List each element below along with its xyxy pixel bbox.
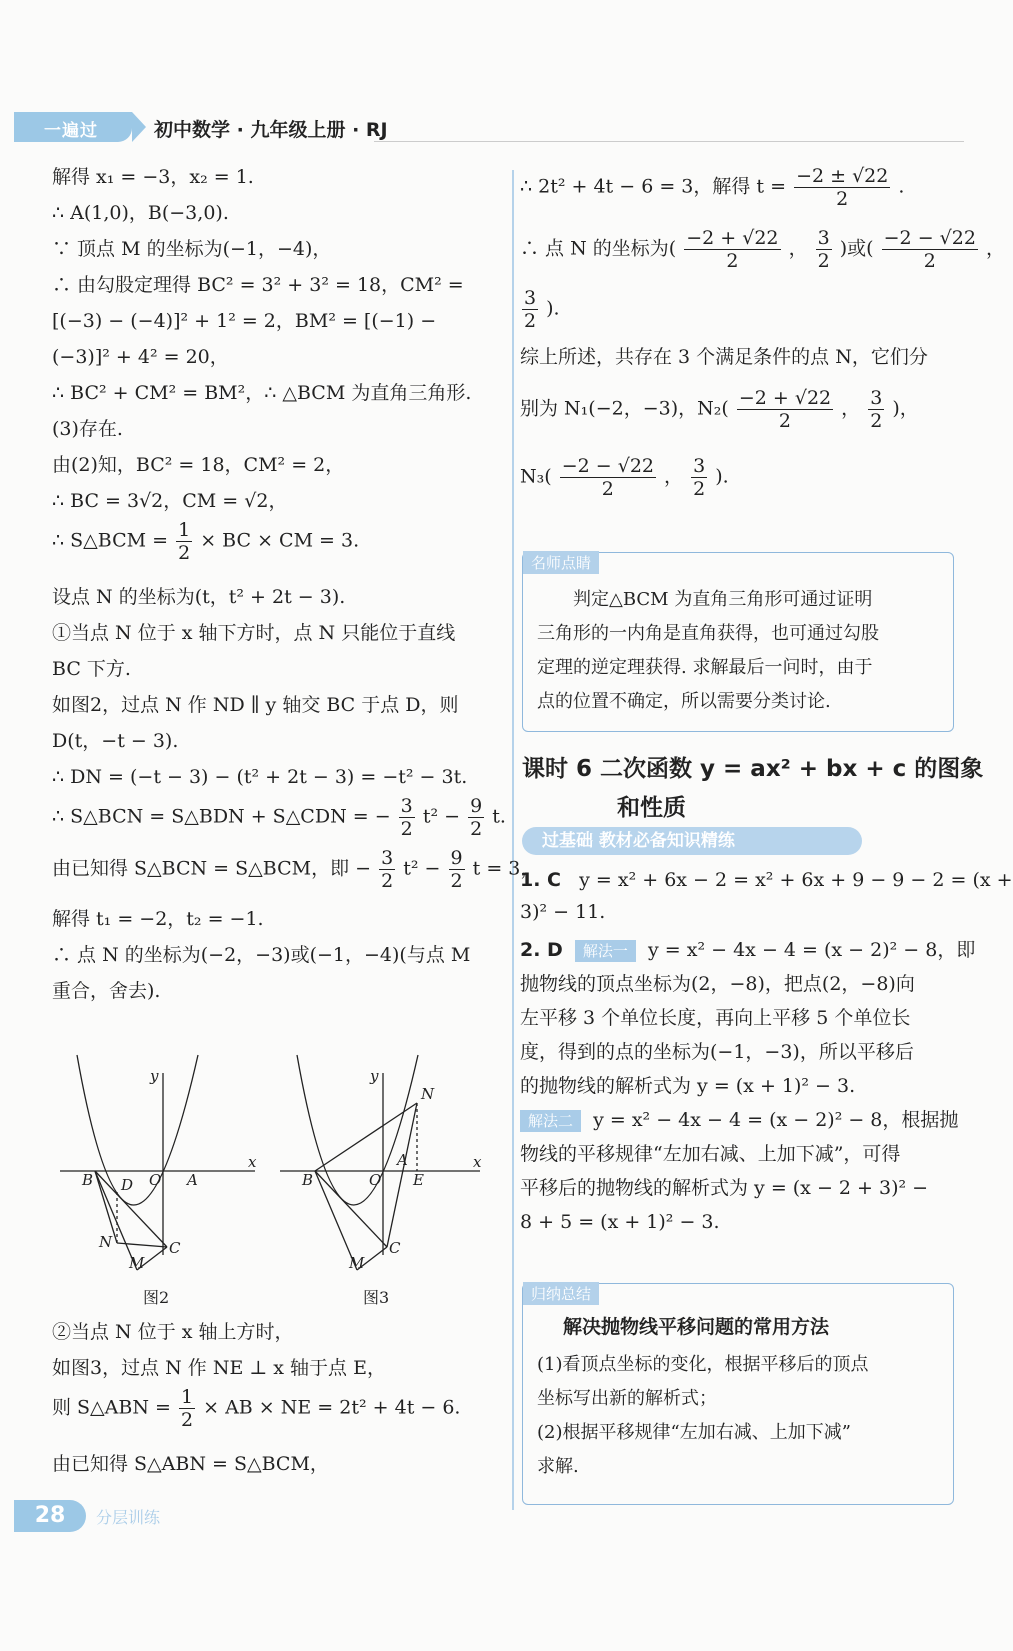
formula-part: ∴ S△BCM = [52, 529, 169, 552]
lesson-title-line2: 和性质 [617, 795, 686, 821]
tip-body [537, 583, 942, 719]
text-line: 解得 t₁ = −2，t₂ = −1. [52, 908, 264, 930]
formula-part: )， [892, 397, 919, 420]
fraction [737, 387, 833, 432]
label-c: C [389, 1239, 401, 1257]
tip-line: 定理的逆定理获得. 求解最后一问时，由于 [537, 657, 873, 678]
formula-part: )或( [839, 237, 874, 260]
formula-part: ， [664, 465, 684, 488]
header-rule [374, 141, 964, 142]
denominator: 2 [778, 410, 792, 432]
fraction [691, 455, 707, 500]
header-logo: 一遍过 [44, 121, 98, 141]
denominator: 2 [400, 818, 413, 840]
section-band: 过基础 教材必备知识精练 [522, 827, 862, 855]
text-line: 由(2)知，BC² = 18，CM² = 2， [52, 454, 345, 476]
text-line: ①当点 N 位于 x 轴下方时，点 N 只能位于直线 [52, 622, 456, 644]
formula-part: t² − [403, 857, 441, 880]
label-e: E [413, 1171, 424, 1189]
numerator: 3 [817, 227, 830, 249]
method1-text: y = x² − 4x − 4 = (x − 2)² − 8，即 [648, 939, 976, 961]
numerator: −2 − √22 [561, 455, 654, 477]
text-line: (−3)]² + 4² = 20， [52, 346, 229, 368]
denominator: 2 [470, 818, 483, 840]
text-line: 如图3，过点 N 作 NE ⊥ x 轴于点 E， [52, 1357, 386, 1379]
numerator: −2 + √22 [686, 227, 779, 249]
formula-s-bcm [52, 519, 359, 564]
label-b: B [302, 1171, 314, 1189]
label-c: C [169, 1239, 181, 1257]
label-m: M [349, 1254, 365, 1272]
text-line: ∴ BC = 3√2，CM = √2， [52, 490, 288, 512]
formula-eq1 [520, 165, 904, 210]
text-line: ∴ 由勾股定理得 BC² = 3² + 3² = 18，CM² = [52, 274, 464, 296]
fraction [868, 387, 884, 432]
numerator: 3 [381, 847, 394, 869]
formula-part: ). [546, 297, 560, 320]
text-line: 解得 x₁ = −3，x₂ = 1. [52, 166, 254, 188]
q2-line: 8 + 5 = (x + 1)² − 3. [520, 1211, 720, 1233]
text-line: 综上所述，共存在 3 个满足条件的点 N，它们分 [520, 346, 928, 368]
text-line: ∴ A(1,0)，B(−3,0). [52, 202, 229, 224]
method2-tag: 解法二 [520, 1110, 581, 1132]
denominator: 2 [836, 188, 849, 210]
fraction [816, 227, 832, 272]
figure-2-caption: 图2 [143, 1288, 170, 1307]
denominator: 2 [870, 410, 883, 432]
summary-line: (2)根据平移规律“左加右减、上加下减” [537, 1422, 851, 1443]
label-m: M [129, 1254, 145, 1272]
fraction [379, 847, 395, 892]
tip-line: 判定△BCM 为直角三角形可通过证明 [573, 589, 873, 610]
numerator: 3 [693, 455, 706, 477]
text-line: 重合，舍去). [52, 980, 161, 1002]
numerator: 9 [450, 847, 463, 869]
q2-method2-line [520, 1108, 958, 1132]
label-o: O [369, 1171, 382, 1189]
formula-part: ). [715, 465, 729, 488]
formula-known [52, 847, 539, 892]
page-number: 28 [14, 1500, 86, 1532]
q2-line: 平移后的抛物线的解析式为 y = (x − 2 + 3)² − [520, 1177, 929, 1199]
q1-line [520, 868, 1013, 892]
formula-part: 别为 N₁(−2，−3)，N₂( [520, 397, 729, 420]
method2-text: y = x² − 4x − 4 = (x − 2)² − 8，根据抛 [593, 1109, 959, 1131]
teacher-tip-box [522, 552, 954, 732]
denominator: 2 [180, 1409, 194, 1431]
lesson-title [522, 750, 983, 822]
label-o: O [149, 1171, 162, 1189]
label-a: A [187, 1171, 198, 1189]
fraction [176, 519, 192, 564]
q2-line: 抛物线的顶点坐标为(2，−8)，把点(2，−8)向 [520, 973, 915, 995]
numerator: −2 ± √22 [796, 165, 889, 187]
q2-line: 的抛物线的解析式为 y = (x + 1)² − 3. [520, 1075, 856, 1097]
text-line: D(t，−t − 3). [52, 730, 179, 752]
q1-text: y = x² + 6x − 2 = x² + 6x + 9 − 9 − 2 = (x + [579, 869, 1013, 891]
fraction [684, 227, 780, 272]
summary-tag: 归纳总结 [523, 1282, 599, 1305]
header-title: 初中数学 · 九年级上册 · RJ [154, 119, 388, 141]
summary-title: 解决抛物线平移问题的常用方法 [563, 1316, 830, 1338]
label-a: A [397, 1151, 408, 1169]
text-line: ∵ 顶点 M 的坐标为(−1，−4)， [52, 238, 332, 260]
label-n: N [421, 1085, 435, 1103]
numerator: 3 [524, 287, 537, 309]
fraction [882, 227, 978, 272]
fraction [522, 287, 538, 332]
fraction [560, 455, 656, 500]
formula-part: N₃( [520, 465, 552, 488]
formula-part: . [898, 175, 905, 198]
formula-eq4 [520, 455, 729, 500]
label-b: B [82, 1171, 94, 1189]
segment-nc [117, 1243, 167, 1247]
header-chevron [132, 112, 146, 142]
numerator: −2 + √22 [738, 387, 832, 409]
summary-line: 求解. [537, 1456, 579, 1477]
numerator: 3 [400, 795, 413, 817]
formula-part: × AB × NE = 2t² + 4t − 6. [203, 1396, 461, 1419]
formula-part: 则 S△ABN = [52, 1396, 171, 1419]
formula-part: t. [492, 805, 506, 828]
summary-body [537, 1348, 942, 1484]
label-x: x [473, 1153, 482, 1171]
label-x: x [248, 1153, 257, 1171]
text-line: [(−3) − (−4)]² + 1² = 2，BM² = [(−1) − [52, 310, 437, 332]
text-line: ②当点 N 位于 x 轴上方时， [52, 1321, 294, 1343]
q1-number: 1. C [520, 869, 561, 891]
label-n: N [99, 1233, 113, 1251]
figure-2 [55, 1065, 270, 1270]
label-d: D [121, 1176, 134, 1194]
text-line: ∴ DN = (−t − 3) − (t² + 2t − 3) = −t² − 3t. [52, 766, 468, 788]
q2-line: 度，得到的点的坐标为(−1，−3)，所以平移后 [520, 1041, 914, 1063]
denominator: 2 [817, 250, 830, 272]
column-divider [512, 170, 514, 1510]
formula-eq2 [520, 227, 1005, 272]
formula-part: 由已知得 S△BCN = S△BCM，即 − [52, 857, 372, 880]
q2-line: 左平移 3 个单位长度，再向上平移 5 个单位长 [520, 1007, 911, 1029]
summary-box [522, 1283, 954, 1505]
fraction [449, 847, 465, 892]
formula-part: ∴ 2t² + 4t − 6 = 3，解得 t = [520, 175, 787, 198]
page-header [14, 112, 974, 144]
lesson-title-line1: 课时 6 二次函数 y = ax² + bx + c 的图象 [522, 756, 984, 782]
formula-s-bcn [52, 795, 506, 840]
numerator: 1 [180, 1386, 194, 1408]
numerator: 9 [470, 795, 483, 817]
formula-s-abn [52, 1386, 460, 1431]
denominator: 2 [524, 310, 537, 332]
footer-label: 分层训练 [96, 1508, 161, 1527]
denominator: 2 [178, 542, 191, 564]
denominator: 2 [450, 870, 463, 892]
formula-part: ， [788, 237, 808, 260]
text-line: (3)存在. [52, 418, 123, 440]
denominator: 2 [381, 870, 394, 892]
label-y: y [370, 1067, 379, 1085]
fraction [468, 795, 484, 840]
label-y: y [150, 1067, 159, 1085]
fraction [794, 165, 890, 210]
formula-part: ∴ 点 N 的坐标为( [520, 237, 677, 260]
text-line: 如图2，过点 N 作 ND ∥ y 轴交 BC 于点 D，则 [52, 694, 459, 716]
formula-eq2b [520, 287, 560, 332]
denominator: 2 [726, 250, 739, 272]
tip-line: 点的位置不确定，所以需要分类讨论. [537, 691, 831, 712]
formula-part: ， [985, 237, 1005, 260]
text-line: ∴ 点 N 的坐标为(−2，−3)或(−1，−4)(与点 M [52, 944, 471, 966]
numerator: 1 [178, 519, 191, 541]
formula-part: ， [841, 397, 861, 420]
denominator: 2 [693, 478, 706, 500]
text-line: ∴ BC² + CM² = BM²，∴ △BCM 为直角三角形. [52, 382, 472, 404]
q2-number: 2. D [520, 939, 563, 961]
q1-line2: 3)² − 11. [520, 901, 606, 923]
figure-3 [275, 1065, 495, 1270]
text-line: 设点 N 的坐标为(t，t² + 2t − 3). [52, 586, 346, 608]
q2-line [520, 938, 975, 962]
q2-line: 物线的平移规律“左加右减、上加下减”，可得 [520, 1143, 901, 1165]
fraction [179, 1386, 195, 1431]
summary-line: 坐标写出新的解析式； [537, 1388, 717, 1409]
denominator: 2 [923, 250, 936, 272]
tip-tag: 名师点睛 [523, 551, 599, 574]
summary-line: (1)看顶点坐标的变化，根据平移后的顶点 [537, 1354, 869, 1375]
fraction [399, 795, 415, 840]
tip-line: 三角形的一内角是直角获得，也可通过勾股 [537, 623, 879, 644]
parabola [77, 1055, 198, 1205]
numerator: 3 [870, 387, 883, 409]
formula-part: × BC × CM = 3. [200, 529, 360, 552]
page-footer [14, 1500, 344, 1534]
formula-eq3 [520, 387, 919, 432]
formula-part: ∴ S△BCN = S△BDN + S△CDN = − [52, 805, 391, 828]
figure-3-caption: 图3 [363, 1288, 390, 1307]
formula-part: t = 3， [472, 857, 540, 880]
numerator: −2 − √22 [883, 227, 976, 249]
text-line: BC 下方. [52, 658, 131, 680]
denominator: 2 [601, 478, 614, 500]
formula-part: t² − [422, 805, 461, 828]
method1-tag: 解法一 [575, 940, 636, 962]
text-line: 由已知得 S△ABN = S△BCM， [52, 1453, 329, 1475]
